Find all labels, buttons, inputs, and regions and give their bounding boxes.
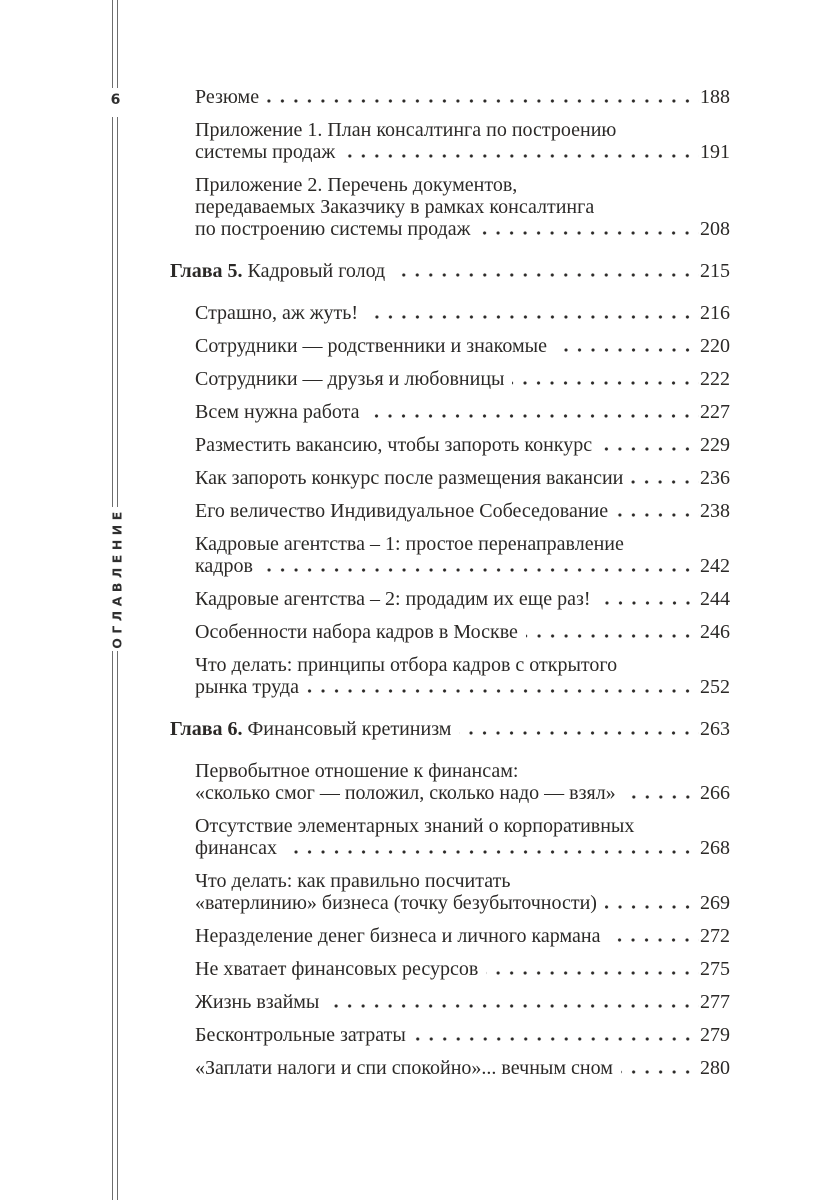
toc-entry-title: Всем нужна работа: [195, 401, 360, 423]
dot-leader: [261, 568, 699, 572]
toc-page-number: 208: [700, 218, 730, 240]
toc-entry-line: [170, 500, 730, 522]
toc-page-number: 242: [700, 555, 730, 577]
dot-leader: [608, 938, 699, 942]
toc-entry-title: Что делать: принципы отбора кадров с открытого: [195, 654, 618, 676]
toc-entry-line: [170, 86, 730, 108]
toc-chapter-entry: [170, 260, 730, 282]
toc-entry-title: Кадровые агентства – 1: простое перенаправление: [195, 533, 624, 555]
toc-page-number: 272: [700, 925, 730, 947]
toc-entry-line: [170, 782, 730, 804]
toc-entry-line: [170, 533, 730, 555]
toc-sub-entry: [170, 533, 730, 577]
toc-entry-title: Приложение 1. План консалтинга по построению: [195, 119, 617, 141]
toc-page-number: 216: [700, 302, 730, 324]
toc-entry-line: [170, 1024, 730, 1046]
toc-page-number: 279: [700, 1024, 730, 1046]
toc-sub-entry: [170, 760, 730, 804]
dot-leader: [393, 273, 699, 277]
toc-chapter-label: Глава 6.: [170, 718, 248, 740]
dot-leader: [621, 1070, 699, 1074]
toc-entry-line: [170, 676, 730, 698]
toc-entry-line: [170, 555, 730, 577]
dot-leader: [366, 315, 699, 319]
toc-entry-title: Сотрудники — друзья и любовницы: [195, 368, 505, 390]
dot-leader: [624, 795, 699, 799]
toc-entry-title: по построению системы продаж: [195, 218, 471, 240]
toc-sub-entry: [170, 1057, 730, 1079]
toc-page-number: 229: [700, 434, 730, 456]
toc-entry-line: [170, 760, 730, 782]
toc-entry-title: Не хватает финансовых ресурсов: [195, 958, 479, 980]
toc-entry-line: [170, 335, 730, 357]
toc-entry-line: [170, 837, 730, 859]
toc-sub-entry: [170, 870, 730, 914]
toc-entry-title: Его величество Индивидуальное Собеседование: [195, 500, 609, 522]
toc-entry-line: [170, 892, 730, 914]
toc-page-number: 275: [700, 958, 730, 980]
toc-entry-title: Глава 6. Финансовый кретинизм: [170, 718, 452, 740]
toc-sub-entry: [170, 958, 730, 980]
toc-entry-title: Страшно, аж жуть!: [195, 302, 359, 324]
toc-sub-entry: [170, 621, 730, 643]
page-number-folio: 6: [110, 92, 122, 108]
toc-entry-title: Бесконтрольные затраты: [195, 1024, 406, 1046]
toc-entry-line: [170, 588, 730, 610]
margin-rule-bottom: [112, 651, 118, 1200]
margin-rule-middle: [112, 117, 118, 507]
toc-entry-line: [170, 621, 730, 643]
toc-page-number: 266: [700, 782, 730, 804]
toc-sub-entry: [170, 368, 730, 390]
toc-sub-entry: [170, 815, 730, 859]
toc-sub-entry: [170, 434, 730, 456]
toc-entry-line: [170, 368, 730, 390]
toc-entry-line: [170, 196, 730, 218]
dot-leader: [486, 971, 699, 975]
toc-entry-line: [170, 1057, 730, 1079]
toc-page-number: 244: [700, 588, 730, 610]
toc-page-number: 222: [700, 368, 730, 390]
toc-entry-title: Как запороть конкурс после размещения вакансии: [195, 467, 624, 489]
toc-entry-title: системы продаж: [195, 141, 336, 163]
dot-leader: [343, 154, 699, 158]
toc-chapter-label: Глава 5.: [170, 260, 248, 282]
toc-page-number: 227: [700, 401, 730, 423]
toc-entry-line: [170, 925, 730, 947]
dot-leader: [307, 689, 699, 693]
toc-entry-title: «Заплати налоги и спи спокойно»... вечным сном: [195, 1057, 613, 1079]
toc-sub-entry: [170, 991, 730, 1013]
toc-entry-line: [170, 141, 730, 163]
toc-entry-title: передаваемых Заказчику в рамках консалтинга: [195, 196, 595, 218]
toc-page-number: 263: [700, 718, 730, 740]
toc-page-number: 269: [700, 892, 730, 914]
toc-entry-title: Глава 5. Кадровый голод: [170, 260, 386, 282]
toc-entry-title: Особенности набора кадров в Москве: [195, 621, 518, 643]
toc-sub-entry: [170, 86, 730, 108]
toc-entry-title: Жизнь взаймы: [195, 991, 320, 1013]
dot-leader: [605, 905, 699, 909]
toc-entry-title: Сотрудники — родственники и знакомые: [195, 335, 547, 357]
toc-entry-title: «сколько смог — положил, сколько надо — взял»: [195, 782, 616, 804]
toc-entry-line: [170, 718, 730, 740]
toc-entry-line: [170, 870, 730, 892]
toc-sub-entry: [170, 588, 730, 610]
toc-page-number: 236: [700, 467, 730, 489]
toc-page-number: 280: [700, 1057, 730, 1079]
toc-entry-line: [170, 467, 730, 489]
toc-entry-title: Резюме: [195, 86, 260, 108]
toc-entry-line: [170, 401, 730, 423]
toc-page-number: 188: [700, 86, 730, 108]
toc-sub-entry: [170, 925, 730, 947]
dot-leader: [267, 99, 699, 103]
toc-entry-line: [170, 815, 730, 837]
toc-sub-entry: [170, 500, 730, 522]
toc-page-number: 252: [700, 676, 730, 698]
toc-entry-line: [170, 302, 730, 324]
toc-page-number: 215: [700, 260, 730, 282]
dot-leader: [631, 480, 699, 484]
toc-entry-line: [170, 260, 730, 282]
toc-sub-entry: [170, 1024, 730, 1046]
toc-entry-title: Разместить вакансию, чтобы запороть конкурс: [195, 434, 593, 456]
toc-entry-title: Кадровые агентства – 2: продадим их еще раз!: [195, 588, 591, 610]
toc-chapter-entry: [170, 718, 730, 740]
toc-entry-line: [170, 654, 730, 676]
toc-entry-title: Приложение 2. Перечень документов,: [195, 174, 518, 196]
toc-sub-entry: [170, 302, 730, 324]
dot-leader: [285, 850, 699, 854]
dot-leader: [555, 348, 699, 352]
toc-page-number: 238: [700, 500, 730, 522]
dot-leader: [616, 513, 699, 517]
toc-sub-entry: [170, 174, 730, 240]
toc-sub-entry: [170, 119, 730, 163]
toc-entry-title: Что делать: как правильно посчитать: [195, 870, 511, 892]
toc-entry-title: рынка труда: [195, 676, 299, 698]
toc-page-number: 277: [700, 991, 730, 1013]
dot-leader: [327, 1004, 699, 1008]
toc-page-number: 220: [700, 335, 730, 357]
toc-entry-line: [170, 174, 730, 196]
margin-section-label: ОГЛАВЛЕНИЕ: [109, 507, 125, 649]
dot-leader: [367, 414, 699, 418]
toc-entry-line: [170, 991, 730, 1013]
toc-entry-line: [170, 958, 730, 980]
toc-sub-entry: [170, 467, 730, 489]
toc-page-number: 268: [700, 837, 730, 859]
toc-entry-title: финансах: [195, 837, 277, 859]
table-of-contents: [170, 86, 730, 1090]
dot-leader: [600, 447, 699, 451]
toc-sub-entry: [170, 654, 730, 698]
toc-entry-line: [170, 434, 730, 456]
dot-leader: [414, 1037, 699, 1041]
toc-entry-title: Первобытное отношение к финансам:: [195, 760, 519, 782]
toc-page-number: 191: [700, 141, 730, 163]
toc-entry-title: «ватерлинию» бизнеса (точку безубыточности): [195, 892, 597, 914]
dot-leader: [526, 634, 699, 638]
dot-leader: [599, 601, 699, 605]
toc-entry-line: [170, 119, 730, 141]
dot-leader: [512, 381, 699, 385]
toc-entry-title: кадров: [195, 555, 253, 577]
dot-leader: [478, 231, 699, 235]
margin-rule-top: [112, 0, 118, 88]
toc-page-number: 246: [700, 621, 730, 643]
toc-entry-title: Неразделение денег бизнеса и личного кармана: [195, 925, 601, 947]
toc-entry-title: Отсутствие элементарных знаний о корпоративных: [195, 815, 635, 837]
dot-leader: [459, 731, 699, 735]
toc-sub-entry: [170, 335, 730, 357]
toc-entry-line: [170, 218, 730, 240]
toc-sub-entry: [170, 401, 730, 423]
